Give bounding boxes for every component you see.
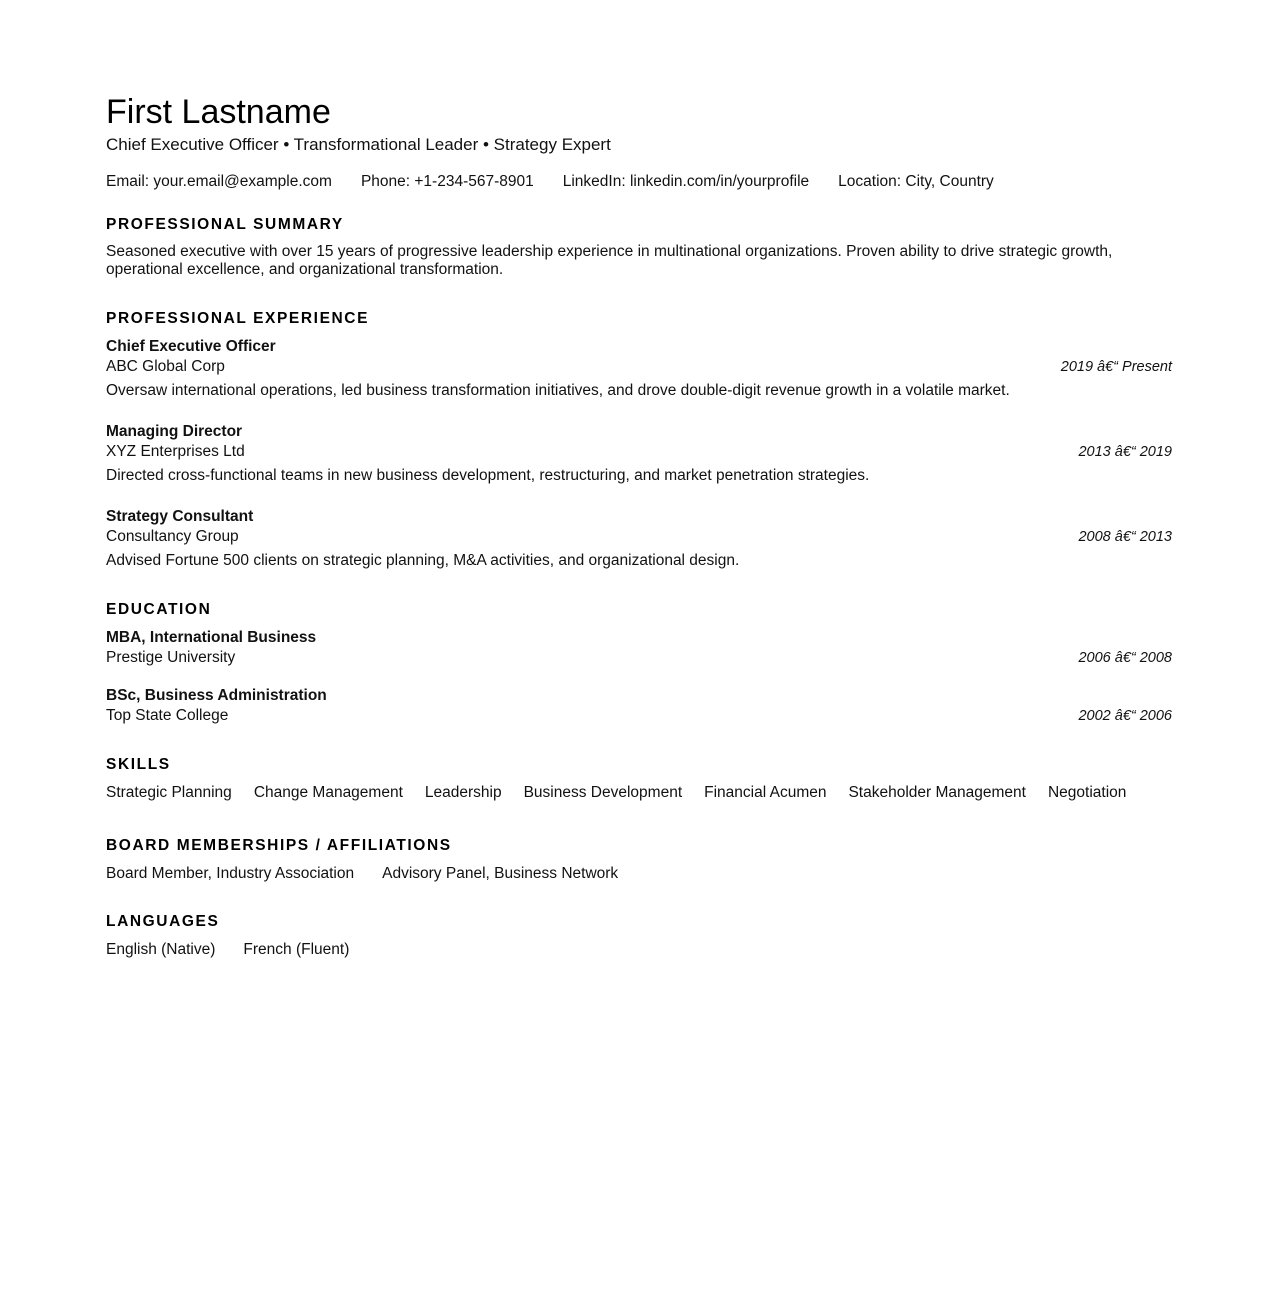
experience-item <box>106 422 1172 486</box>
job-description: Advised Fortune 500 clients on strategic planning, M&A activities, and organizational design. <box>106 552 740 569</box>
school: Top State College <box>106 707 229 724</box>
skill-item: Change Management <box>253 784 403 801</box>
job-company: ABC Global Corp <box>106 358 225 375</box>
language-item: French (Fluent) <box>243 941 350 958</box>
contact-phone: Phone: +1-234-567-8901 <box>360 173 534 190</box>
education-item <box>106 628 1172 668</box>
experience-section <box>106 309 1172 571</box>
school: Prestige University <box>106 649 236 666</box>
summary-section <box>106 215 1172 279</box>
section-title: EDUCATION <box>106 601 212 618</box>
experience-item <box>106 507 1172 571</box>
languages-list <box>106 940 1172 960</box>
section-title: PROFESSIONAL SUMMARY <box>106 216 344 233</box>
skill-item: Negotiation <box>1047 784 1127 801</box>
degree: MBA, International Business <box>106 629 317 646</box>
skills-list <box>106 783 1172 803</box>
contact-info <box>106 172 1172 192</box>
education-dates: 2006 â€“ 2008 <box>1078 650 1172 666</box>
job-role: Chief Executive Officer <box>106 338 276 355</box>
job-role: Managing Director <box>106 423 243 440</box>
job-role: Strategy Consultant <box>106 508 254 525</box>
education-section <box>106 600 1172 726</box>
degree: BSc, Business Administration <box>106 687 327 704</box>
education-dates: 2002 â€“ 2006 <box>1078 708 1172 724</box>
candidate-name: First Lastname <box>106 93 331 131</box>
languages-section <box>106 912 1172 960</box>
skill-item: Strategic Planning <box>106 784 232 801</box>
skills-section <box>106 755 1172 803</box>
section-title: SKILLS <box>106 756 171 773</box>
job-company: XYZ Enterprises Ltd <box>106 443 245 460</box>
language-item: English (Native) <box>106 941 216 958</box>
contact-email: Email: your.email@example.com <box>106 173 332 190</box>
contact-linkedin: LinkedIn: linkedin.com/in/yourprofile <box>562 173 810 190</box>
section-title: PROFESSIONAL EXPERIENCE <box>106 310 370 327</box>
job-dates: 2008 â€“ 2013 <box>1078 529 1172 545</box>
job-dates: 2019 â€“ Present <box>1060 359 1172 375</box>
section-title: BOARD MEMBERSHIPS / AFFILIATIONS <box>106 837 452 854</box>
skill-item: Business Development <box>523 784 683 801</box>
tagline: Chief Executive Officer • Transformational Leader • Strategy Expert <box>106 135 611 154</box>
board-item: Advisory Panel, Business Network <box>382 865 619 882</box>
skill-item: Stakeholder Management <box>848 784 1026 801</box>
job-description: Oversaw international operations, led business transformation initiatives, and drove double-digit revenue growth in a volatile market. <box>106 382 1010 399</box>
section-title: LANGUAGES <box>106 913 220 930</box>
contact-location: Location: City, Country <box>838 173 994 190</box>
experience-item <box>106 337 1172 401</box>
board-item: Board Member, Industry Association <box>106 865 355 882</box>
resume-header <box>106 92 1172 192</box>
job-description: Directed cross-functional teams in new business development, restructuring, and market penetration strategies. <box>106 467 870 484</box>
skill-item: Financial Acumen <box>704 784 827 801</box>
board-list <box>106 864 1172 884</box>
board-section <box>106 836 1172 884</box>
skill-item: Leadership <box>424 784 502 801</box>
education-item <box>106 686 1172 726</box>
summary-text: Seasoned executive with over 15 years of progressive leadership experience in multinational organizations. Proven ability to drive strategic growth, operational excellence, and organizational transformation. <box>106 243 1113 278</box>
job-dates: 2013 â€“ 2019 <box>1078 444 1172 460</box>
job-company: Consultancy Group <box>106 528 239 545</box>
